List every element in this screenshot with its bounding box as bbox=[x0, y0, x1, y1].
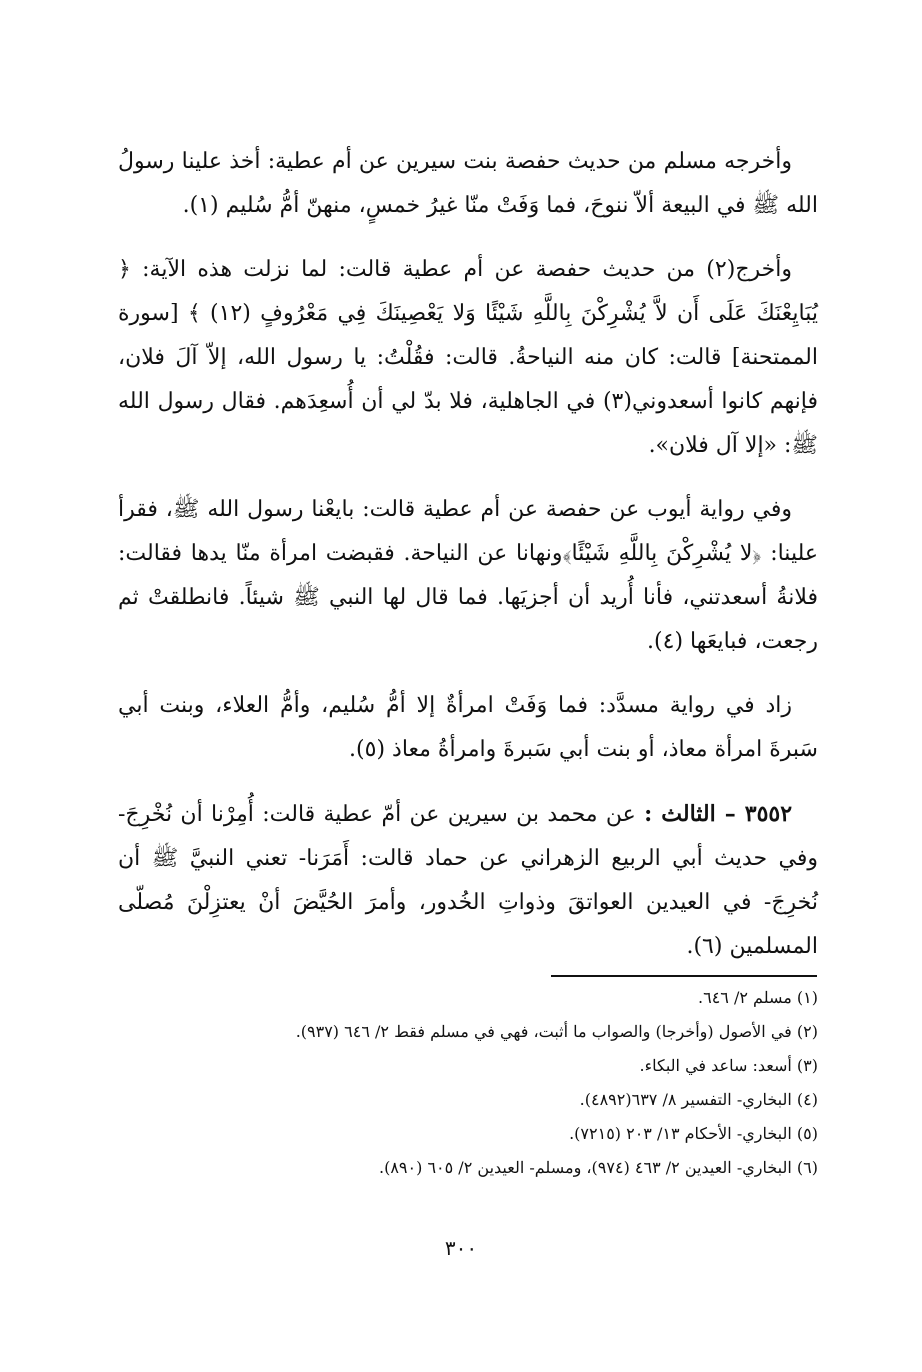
paragraph-text: عن محمد بن سيرين عن أمّ عطية قالت: أُمِرْنا أن نُخْرِجَ- وفي حديث أبي الربيع الزهراني عن حماد قالت: أَمَرَنا- تعني النبيَّ ﷺ أن نُخرِجَ- في العيدين العواتقَ وذواتِ الخُدور، وأمرَ الحُيَّضَ أنْ يعتزِلْنَ مُصلّى المسلمين (٦). bbox=[118, 802, 818, 959]
footnote-2: (٢) في الأصول (وأخرجا) والصواب ما أثبت، فهي في مسلم فقط ٢/ ٦٤٦ (٩٣٧). bbox=[295, 1022, 818, 1041]
footnote-3: (٣) أسعد: ساعد في البكاء. bbox=[639, 1056, 818, 1075]
page-number: ٣٠٠ bbox=[444, 1236, 478, 1260]
main-text-body bbox=[118, 140, 818, 989]
paragraph-3 bbox=[118, 488, 818, 664]
paragraph-text: وفي رواية أيوب عن حفصة عن أم عطية قالت: بايعْنا رسول الله ﷺ، فقرأ علينا: ﴿لا يُشْرِكْنَ بِاللَّهِ شَيْئًا﴾ونهانا عن النياحة. فقبضت امرأة منّا يدها فقالت: فلانةُ أسعدتني، فأنا أُريد أن أجزيَها. فما قال لها النبي ﷺ شيئاً. فانطلقتْ ثم رجعت، فبايعَها (٤). bbox=[118, 497, 818, 654]
hadith-number: ٣٥٥٢ – الثالث : bbox=[644, 801, 793, 827]
footnotes-section bbox=[118, 983, 818, 1187]
paragraph-text: زاد في رواية مسدَّد: فما وَفَتْ امرأةٌ إلا أمُّ سُليم، وأمُّ العلاء، وبنت أبي سَبرةَ امرأة معاذ، أو بنت أبي سَبرةَ وامرأةُ معاذ (٥). bbox=[118, 693, 818, 762]
footnote-4: (٤) البخاري- التفسير ٨/ ٦٣٧(٤٨٩٢). bbox=[579, 1090, 818, 1109]
footnote-5: (٥) البخاري- الأحكام ١٣/ ٢٠٣ (٧٢١٥). bbox=[569, 1124, 818, 1143]
paragraph-2 bbox=[118, 248, 818, 468]
paragraph-4 bbox=[118, 684, 818, 772]
footnote-6: (٦) البخاري- العيدين ٢/ ٤٦٣ (٩٧٤)، ومسلم- العيدين ٢/ ٦٠٥ (٨٩٠). bbox=[379, 1158, 818, 1177]
paragraph-text: وأخرج(٢) من حديث حفصة عن أم عطية قالت: لما نزلت هذه الآية: ﴿ يُبَايِعْنَكَ عَلَى أَن لاَّ يُشْرِكْنَ بِاللَّهِ شَيْئًا وَلا يَعْصِينَكَ فِي مَعْرُوفٍ (١٢) ﴾ [سورة الممتحنة] قالت: كان منه النياحةُ. قالت: فقُلْتُ: يا رسول الله، إلاّ آلَ فلان، فإنهم كانوا أسعدوني(٣) في الجاهلية، فلا بدّ لي أن أُسعِدَهم. فقال رسول الله ﷺ: «إلا آل فلان». bbox=[118, 257, 818, 458]
paragraph-1 bbox=[118, 140, 818, 228]
paragraph-text: وأخرجه مسلم من حديث حفصة بنت سيرين عن أم عطية: أخذ علينا رسولُ الله ﷺ في البيعة ألاّ ننوحَ، فما وَفَتْ منّا غيرُ خمسٍ، منهنّ أمُّ سُليم (١). bbox=[118, 149, 818, 218]
footnote-1: (١) مسلم ٢/ ٦٤٦. bbox=[698, 988, 818, 1007]
footnote-separator bbox=[551, 975, 817, 977]
paragraph-5 bbox=[118, 792, 818, 969]
